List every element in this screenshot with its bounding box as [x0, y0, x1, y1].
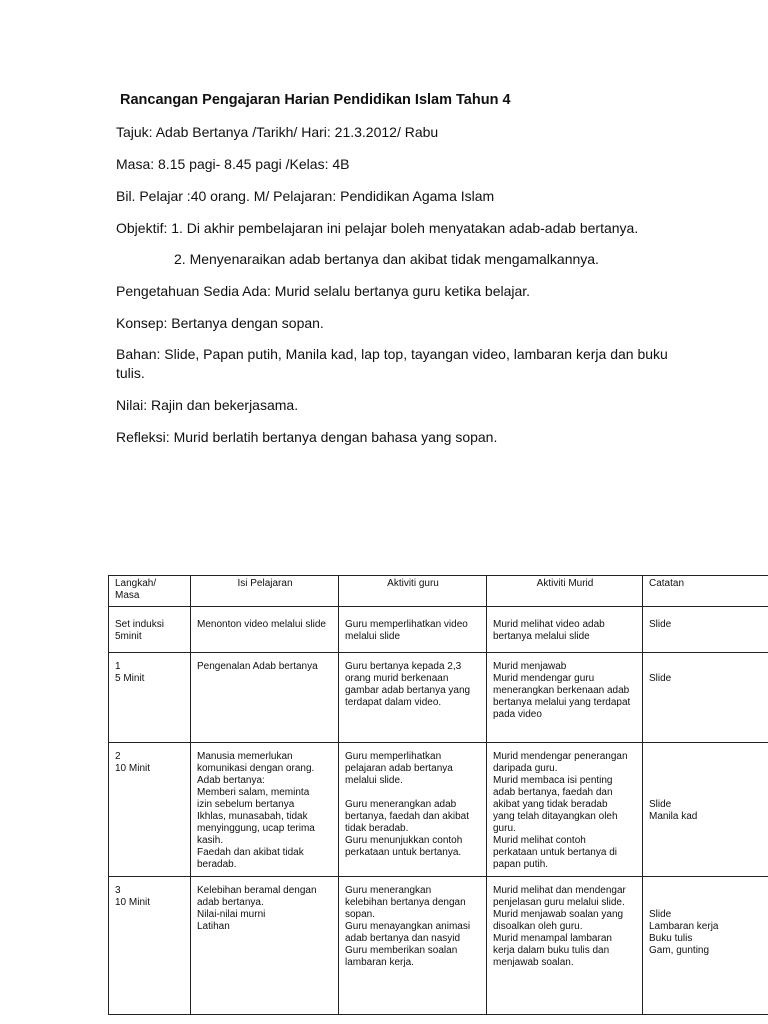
document-title: Rancangan Pengajaran Harian Pendidikan Islam Tahun 4 [120, 92, 511, 108]
header-cell: Langkah/ Masa [109, 576, 191, 607]
table-cell: Slide [643, 607, 768, 653]
header-cell: Isi Pelajaran [191, 576, 339, 607]
header-cell: Aktiviti Murid [487, 576, 643, 607]
header-cell: Catatan [643, 576, 768, 607]
table-cell: Kelebihan beramal dengan adab bertanya. Nilai-nilai murni Latihan [191, 877, 339, 1015]
objective-line-2: 2. Menyenaraikan adab bertanya dan akibat tidak mengamalkannya. [174, 251, 599, 267]
students-subject-line: Bil. Pelajar :40 orang. M/ Pelajaran: Pendidikan Agama Islam [116, 188, 495, 204]
table-cell: Menonton video melalui slide [191, 607, 339, 653]
materials-line: Bahan: Slide, Papan putih, Manila kad, lap top, tayangan video, lambaran kerja dan buku tulis. [116, 346, 668, 381]
table-header-row [109, 576, 768, 607]
table-cell: Slide Manila kad [643, 743, 768, 877]
table-row [109, 743, 768, 877]
header-cell: Aktiviti guru [339, 576, 487, 607]
table-cell: Guru bertanya kepada 2,3 orang murid berkenaan gambar adab bertanya yang terdapat dalam video. [339, 653, 487, 743]
concept-line: Konsep: Bertanya dengan sopan. [116, 315, 324, 331]
values-line: Nilai: Rajin dan bekerjasama. [116, 397, 299, 413]
lesson-plan-table [108, 575, 768, 1015]
table-cell: 1 5 Minit [109, 653, 191, 743]
table-cell: Murid mendengar penerangan daripada guru. Murid membaca isi penting adab bertanya, faedah dan akibat yang tidak beradab yang telah ditayangkan oleh guru. Murid melihat contoh perkataan untuk bertanya di papan putih. [487, 743, 643, 877]
table-cell: Pengenalan Adab bertanya [191, 653, 339, 743]
table-cell: Guru memperlihatkan pelajaran adab bertanya melalui slide. Guru menerangkan adab bertanya, faedah dan akibat tidak beradab. Guru menunjukkan contoh perkataan untuk bertanya. [339, 743, 487, 877]
table-cell: 3 10 Minit [109, 877, 191, 1015]
reflection-line: Refleksi: Murid berlatih bertanya dengan bahasa yang sopan. [116, 429, 498, 445]
table-cell: Slide Lambaran kerja Buku tulis Gam, gunting [643, 877, 768, 1015]
table-cell: Slide [643, 653, 768, 743]
table-cell: Murid menjawab Murid mendengar guru menerangkan berkenaan adab bertanya melalui yang terdapat pada video [487, 653, 643, 743]
prior-knowledge-line: Pengetahuan Sedia Ada: Murid selalu bertanya guru ketika belajar. [116, 283, 531, 299]
table-cell: Manusia memerlukan komunikasi dengan orang. Adab bertanya: Memberi salam, meminta izin sebelum bertanya Ikhlas, munasabah, tidak menyinggung, ucap terima kasih. Faedah dan akibat tidak beradab. [191, 743, 339, 877]
table-cell: Murid melihat video adab bertanya melalui slide [487, 607, 643, 653]
table-row [109, 877, 768, 1015]
table-cell: Set induksi 5minit [109, 607, 191, 653]
topic-date-line: Tajuk: Adab Bertanya /Tarikh/ Hari: 21.3.2012/ Rabu [116, 124, 439, 140]
table-cell: 2 10 Minit [109, 743, 191, 877]
table-cell: Guru memperlihatkan video melalui slide [339, 607, 487, 653]
table-row [109, 653, 768, 743]
table-row [109, 607, 768, 653]
table-cell: Murid melihat dan mendengar penjelasan guru melalui slide. Murid menjawab soalan yang disoalkan oleh guru. Murid menampal lambaran kerja dalam buku tulis dan menjawab soalan. [487, 877, 643, 1015]
objective-line-1: Objektif: 1. Di akhir pembelajaran ini pelajar boleh menyatakan adab-adab bertanya. [116, 220, 639, 236]
table-cell: Guru menerangkan kelebihan bertanya dengan sopan. Guru menayangkan animasi adab bertanya dan nasyid Guru memberikan soalan lambaran kerja. [339, 877, 487, 1015]
time-class-line: Masa: 8.15 pagi- 8.45 pagi /Kelas: 4B [116, 156, 350, 172]
